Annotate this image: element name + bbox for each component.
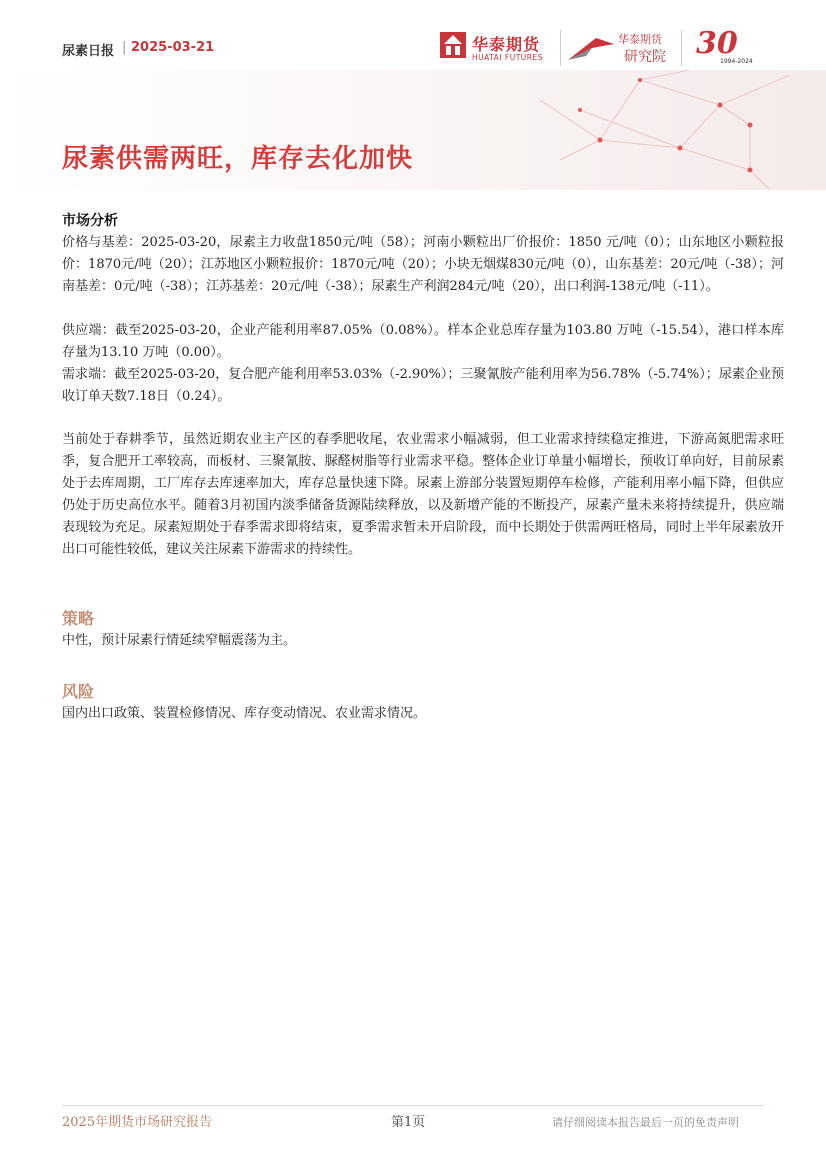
- anniversary-number: 30: [696, 26, 738, 61]
- header-separator: |: [122, 40, 127, 55]
- logo-divider: [560, 30, 561, 66]
- logo-english-name: HUATAI FUTURES: [472, 53, 543, 62]
- footer-report-name: 2025年期货市场研究报告: [62, 1115, 213, 1130]
- market-analysis-heading: 市场分析: [62, 213, 118, 229]
- research-institute-logo: [566, 30, 676, 70]
- logo-divider: [681, 30, 682, 66]
- report-date: 2025-03-21: [131, 40, 215, 55]
- institute-arrow-icon: [566, 34, 616, 62]
- analysis-paragraph: 当前处于春耕季节，虽然近期农业主产区的春季肥收尾，农业需求小幅减弱，但工业需求持续稳定推进，下游高氮肥需求旺季，复合肥开工率较高，而板材、三聚氰胺、脲醛树脂等行业需求平稳。整体企业订单量小幅增长，预收订单向好，目前尿素处于去库周期，工厂库存去库速率加大，库存总量快速下降。尿素上游部分装置短期停车检修，产能利用率小幅下降，但供应仍处于历史高位水平。随着3月初国内淡季储备货源陆续释放，以及新增产能的不断投产，尿素产量未来将持续提升，供应端表现较为充足。尿素短期处于春季需求即将结束，夏季需求暂未开启阶段，而中长期处于供需两旺格局，同时上半年尿素放开出口可能性较低，建议关注尿素下游需求的持续性。: [62, 432, 784, 557]
- strategy-heading: 策略: [62, 609, 95, 628]
- anniversary-logo: [690, 26, 760, 70]
- institute-line1: 华泰期货: [618, 33, 662, 46]
- page-number: 第1页: [391, 1115, 426, 1130]
- risk-heading: 风险: [62, 682, 95, 701]
- institute-line2: 研究院: [624, 49, 666, 65]
- supply-paragraph: 供应端：截至2025-03-20，企业产能利用率87.05%（0.08%）。样本企业总库存量为103.80 万吨（-15.54），港口样本库存量为13.10 万吨（0.00）。: [62, 323, 784, 360]
- huatai-logo-icon: [440, 32, 466, 58]
- footer-disclaimer: 请仔细阅读本报告最后一页的免责声明: [552, 1116, 739, 1129]
- report-type: 尿素日报: [62, 44, 115, 59]
- anniversary-years: 1994-2024: [720, 58, 753, 65]
- risk-text: 国内出口政策、装置检修情况、库存变动情况、农业需求情况。: [62, 706, 427, 721]
- demand-paragraph: 需求端：截至2025-03-20，复合肥产能利用率53.03%（-2.90%）；三聚氰胺产能利用率为56.78%（-5.74%）；尿素企业预收订单天数7.18日（0.24）。: [62, 367, 784, 404]
- logo-chinese-name: 华泰期货: [472, 35, 541, 54]
- footer-divider: [62, 1105, 764, 1106]
- huatai-futures-logo: [440, 30, 550, 70]
- page-title: 尿素供需两旺，库存去化加快: [62, 144, 414, 174]
- strategy-text: 中性，预计尿素行情延续窄幅震荡为主。: [62, 633, 297, 648]
- price-basis-paragraph: 价格与基差：2025-03-20，尿素主力收盘1850元/吨（58）；河南小颗粒出厂价报价：1850 元/吨（0）；山东地区小颗粒报价：1870元/吨（20）；江苏地区小颗粒报价：1870元/吨（20）；小块无烟煤830元/吨（0），山东基差：20元/吨（-38）；河南基差：0元/吨（-38）；江苏基差：20元/吨（-38）；尿素生产利润284元/吨（20），出口利润-138元/吨（-11）。: [62, 235, 784, 294]
